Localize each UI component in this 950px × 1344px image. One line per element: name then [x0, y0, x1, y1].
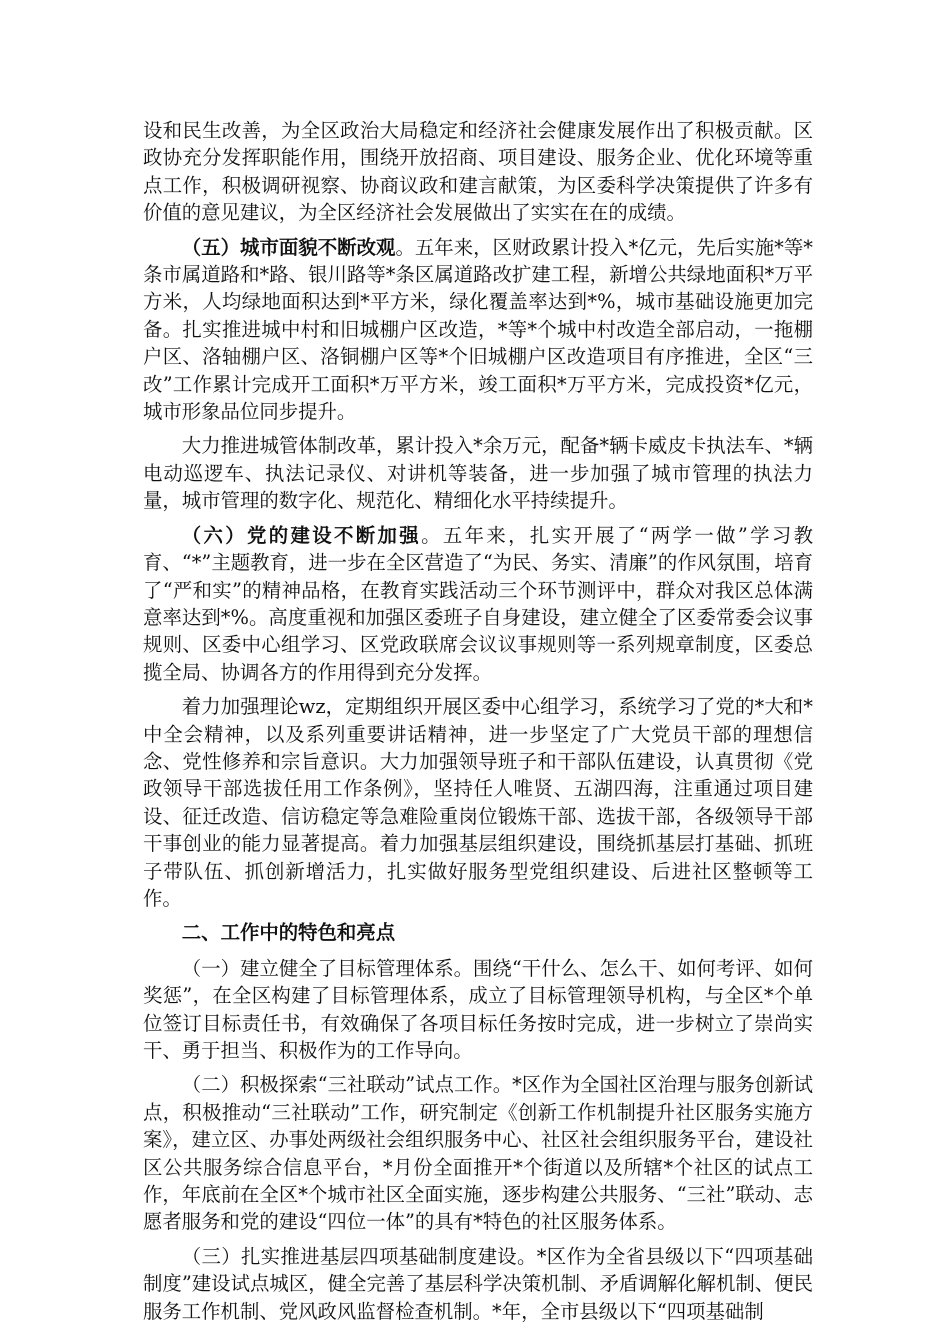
paragraph-city-appearance — [143, 234, 813, 426]
paragraph-theory-study: 着力加强理论wz，定期组织开展区委中心组学习，系统学习了党的*大和*中全会精神，以及系列重要讲话精神，进一步坚定了广大党员干部的理想信念、党性修养和宗旨意识。大力加强领导班子和干部队伍建设，认真贯彻《党政领导干部选拔任用工作条例》，坚持任人唯贤、五湖四海，注重通过项目建设、征迁改造、信访稳定等急难险重岗位锻炼干部、选拔干部，各级领导干部干事创业的能力显著提高。着力加强基层组织建设，围绕抓基层打基础、抓班子带队伍、抓创新增活力，扎实做好服务型党组织建设、后进社区整顿等工作。 — [143, 695, 813, 910]
paragraph-urban-management: 大力推进城管体制改革，累计投入*余万元，配备*辆卡威皮卡执法车、*辆电动巡逻车、执法记录仪、对讲机等装备，进一步加强了城市管理的执法力量，城市管理的数字化、规范化、精细化水平持续提升。 — [143, 434, 813, 513]
paragraph-party-building — [143, 522, 813, 686]
paragraph-three-community: （二）积极探索“三社联动”试点工作。*区作为全国社区治理与服务创新试点，积极推动“三社联动”工作，研究制定《创新工作机制提升社区服务实施方案》，建立区、办事处两级社会组织服务中心、社区社会组织服务平台，建设社区公共服务综合信息平台，*月份全面推开*个街道以及所辖*个社区的试点工作，年底前在全区*个城市社区全面实施，逐步构建公共服务、“三社”联动、志愿者服务和党的建设“四位一体”的具有*特色的社区服务体系。 — [143, 1073, 813, 1234]
document-page — [143, 117, 813, 1332]
paragraph-body: 。五年来，扎实开展了“两学一做”学习教育、“*”主题教育，进一步在全区营造了“为民、务实、清廉”的作风氛围，培育了“严和实”的精神品格，在教育实践活动三个环节测评中，群众对我区总体满意率达到*%。高度重视和加强区委班子自身建设，建立健全了区委常委会议事规则、区委中心组学习、区党政联席会议议事规则等一系列规章制度，区委总揽全局、协调各方的作用得到充分发挥。 — [143, 523, 814, 684]
subsection-heading-5: （五）城市面貌不断改观 — [181, 235, 396, 259]
paragraph-target-management: （一）建立健全了目标管理体系。围绕“干什么、怎么干、如何考评、如何奖惩”，在全区构建了目标管理体系，成立了目标管理领导机构，与全区*个单位签订目标责任书，有效确保了各项目标任务按时完成，进一步树立了崇尚实干、勇于担当、积极作为的工作导向。 — [143, 956, 813, 1062]
paragraph-body: 。五年来，区财政累计投入*亿元，先后实施*等*条市属道路和*路、银川路等*条区属道路改扩建工程，新增公共绿地面积*万平方米，人均绿地面积达到*平方米，绿化覆盖率达到*%，城市基础设施更加完备。扎实推进城中村和旧城棚户区改造，*等*个城中村改造全部启动，一拖棚户区、洛轴棚户区、洛铜棚户区等*个旧城棚户区改造项目有序推进，全区“三改”工作累计完成开工面积*万平方米，竣工面积*万平方米，完成投资*亿元，城市形象品位同步提升。 — [143, 235, 814, 424]
section-heading: 二、工作中的特色和亮点 — [181, 921, 396, 945]
paragraph-four-systems: （三）扎实推进基层四项基础制度建设。*区作为全省县级以下“四项基础制度”建设试点城区，健全完善了基层科学决策机制、矛盾调解化解机制、便民服务工作机制、党风政风监督检查机制。*年，全市县级以下“四项基础制 — [143, 1244, 813, 1323]
paragraph-continuation: 设和民生改善，为全区政治大局稳定和经济社会健康发展作出了积极贡献。区政协充分发挥职能作用，围绕开放招商、项目建设、服务企业、优化环境等重点工作，积极调研视察、协商议政和建言献策，为区委科学决策提供了许多有价值的意见建议，为全区经济社会发展做出了实实在在的成绩。 — [143, 119, 813, 225]
subsection-heading-6: （六）党的建设不断加强 — [181, 523, 422, 547]
